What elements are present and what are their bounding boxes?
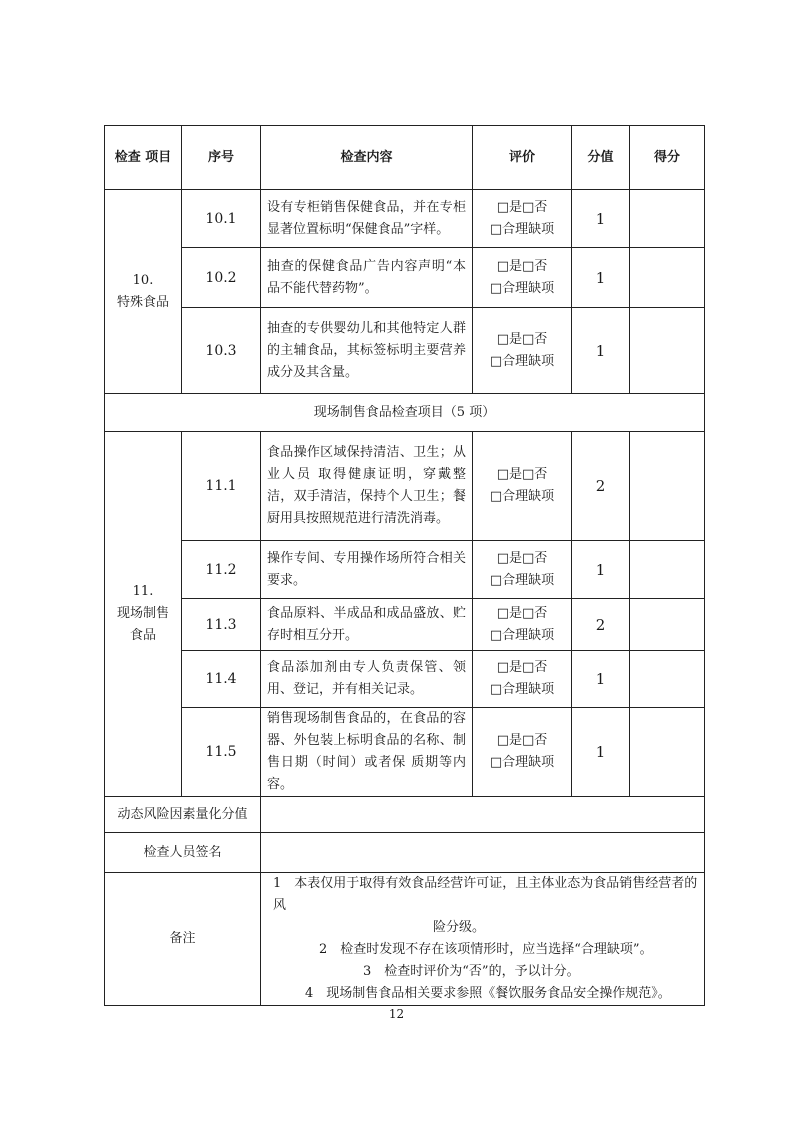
table-row [105,432,705,541]
evaluation-cell [473,651,572,708]
remarks-content [261,873,705,1006]
item-score: 1 [572,190,630,248]
remark-note-1-continued: 险分级。 [433,920,486,935]
eval-yes-no-checkbox[interactable]: □是□否 [496,199,548,215]
header-row [105,126,705,190]
section-11-code: 11. [132,584,154,599]
remark-note-4: 4 现场制售食品相关要求参照《餐饮服务食品安全操作规范》。 [305,986,671,1001]
item-seq: 10.2 [182,248,261,308]
eval-not-applicable-checkbox[interactable]: □合理缺项 [489,280,555,296]
eval-not-applicable-checkbox[interactable]: □合理缺项 [489,682,555,697]
evaluation-cell [473,708,572,797]
item-content: 抽查的保健食品广告内容声明“本品不能代替药物”。 [261,248,473,308]
eval-not-applicable-checkbox[interactable]: □合理缺项 [489,755,555,770]
item-score: 1 [572,308,630,394]
result-cell[interactable] [630,708,705,797]
eval-not-applicable-checkbox[interactable]: □合理缺项 [489,627,555,643]
item-seq: 11.3 [182,599,261,651]
section-10-code: 10. [132,272,154,288]
eval-not-applicable-checkbox[interactable]: □合理缺项 [489,572,555,588]
item-seq: 11.1 [182,432,261,541]
evaluation-cell [473,599,572,651]
item-content: 销售现场制售食品的，在食品的容器、外包装上标明食品的名称、制售日期（时间）或者保 质期等内容。 [261,708,473,797]
eval-yes-no-checkbox[interactable]: □是□否 [496,660,548,675]
remark-note-2: 2 检查时发现不存在该项情形时，应当选择“合理缺项”。 [319,942,653,957]
inspector-signature-label: 检查人员签名 [105,833,261,873]
remarks-label: 备注 [105,873,261,1006]
item-content: 设有专柜销售保健食品，并在专柜显著位置标明“保健食品”字样。 [261,190,473,248]
item-score: 1 [572,651,630,708]
item-content: 食品操作区域保持清洁、卫生；从业人员 取得健康证明，穿戴整洁，双手清洁，保持个人卫生；餐厨用具按照规范进行清洗消毒。 [261,432,473,541]
item-score: 1 [572,541,630,599]
section-11-category [105,432,182,797]
remark-note-3: 3 检查时评价为“否”的，予以计分。 [363,964,580,979]
eval-not-applicable-checkbox[interactable]: □合理缺项 [489,489,555,504]
result-cell[interactable] [630,599,705,651]
remark-note-1: 1 本表仅用于取得有效食品经营许可证，且主体业态为食品销售经营者的风 [273,876,698,913]
table-row [105,248,705,308]
subheading-row [105,394,705,432]
section-11-name-line1: 现场制售 [116,606,169,621]
item-seq: 10.1 [182,190,261,248]
result-cell[interactable] [630,308,705,394]
section-10-category [105,190,182,394]
item-score: 2 [572,599,630,651]
eval-yes-no-checkbox[interactable]: □是□否 [496,331,548,347]
eval-yes-no-checkbox[interactable]: □是□否 [496,550,548,566]
result-cell[interactable] [630,651,705,708]
dynamic-risk-row [105,797,705,833]
item-content: 食品添加剂由专人负责保管、领用、登记，并有相关记录。 [261,651,473,708]
result-cell[interactable] [630,190,705,248]
header-score: 分值 [572,126,630,190]
header-evaluation: 评价 [473,126,572,190]
remarks-row [105,873,705,1006]
item-score: 1 [572,708,630,797]
inspector-signature-field[interactable] [261,833,705,873]
item-content: 抽查的专供婴幼儿和其他特定人群的主辅食品，其标签标明主要营养成分及其含量。 [261,308,473,394]
result-cell[interactable] [630,541,705,599]
table-row [105,308,705,394]
dynamic-risk-value[interactable] [261,797,705,833]
item-seq: 11.2 [182,541,261,599]
inspection-table [104,125,705,1006]
inspector-signature-row [105,833,705,873]
table-row [105,190,705,248]
evaluation-cell [473,190,572,248]
evaluation-cell [473,248,572,308]
item-seq: 11.4 [182,651,261,708]
item-seq: 10.3 [182,308,261,394]
eval-yes-no-checkbox[interactable]: □是□否 [496,258,548,274]
evaluation-cell [473,308,572,394]
evaluation-cell [473,541,572,599]
result-cell[interactable] [630,432,705,541]
subheading: 现场制售食品检查项目（5 项） [105,394,705,432]
section-11-name-line2: 食品 [129,628,156,643]
item-seq: 11.5 [182,708,261,797]
header-content: 检查内容 [261,126,473,190]
dynamic-risk-label: 动态风险因素量化分值 [105,797,261,833]
item-score: 2 [572,432,630,541]
result-cell[interactable] [630,248,705,308]
item-content: 操作专间、专用操作场所符合相关要求。 [261,541,473,599]
table-row [105,651,705,708]
header-category: 检查 项目 [105,126,182,190]
eval-yes-no-checkbox[interactable]: □是□否 [496,605,548,621]
page-number: 12 [388,1007,405,1021]
header-seq: 序号 [182,126,261,190]
header-result: 得分 [630,126,705,190]
item-content: 食品原料、半成品和成品盛放、贮存时相互分开。 [261,599,473,651]
item-score: 1 [572,248,630,308]
table-row [105,541,705,599]
eval-not-applicable-checkbox[interactable]: □合理缺项 [489,221,555,237]
eval-yes-no-checkbox[interactable]: □是□否 [496,467,548,482]
eval-not-applicable-checkbox[interactable]: □合理缺项 [489,353,555,369]
evaluation-cell [473,432,572,541]
section-10-name: 特殊食品 [116,294,169,310]
table-row [105,599,705,651]
eval-yes-no-checkbox[interactable]: □是□否 [496,733,548,748]
table-row [105,708,705,797]
